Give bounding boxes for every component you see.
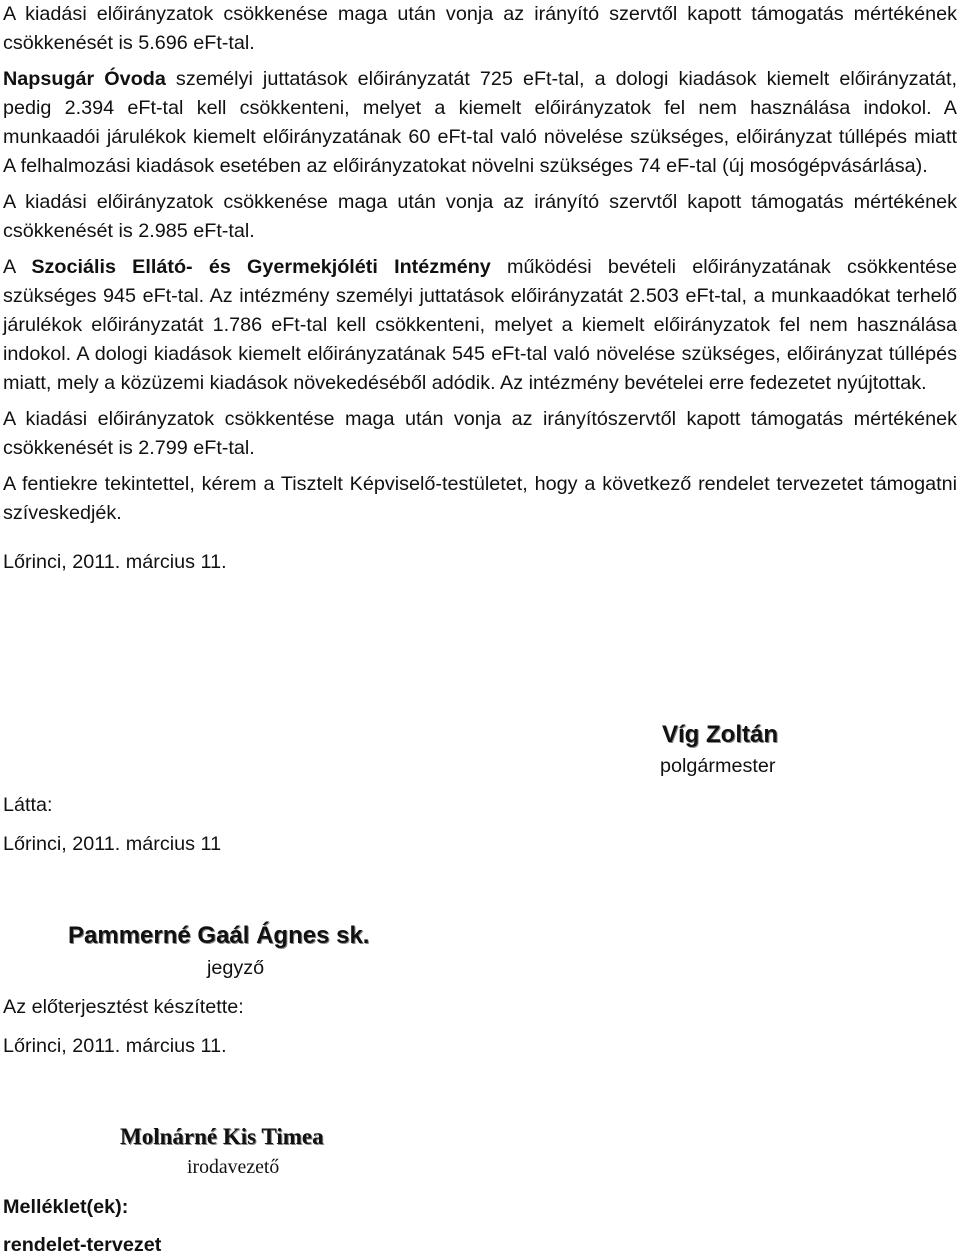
paragraph-text: A fentiekre tekintettel, kérem a Tisztelt Képviselő-testületet, hogy a következő rendelet tervezetet támogatni szíveskedjék. [3, 473, 957, 524]
paragraph-text: A kiadási előirányzatok csökkenése maga után vonja az irányító szervtől kapott támogatás mértékének csökkenését is 2.985 eFt-tal. [3, 191, 957, 242]
institution-name-social: Szociális Ellátó- és Gyermekjóléti Intézmény [31, 256, 491, 278]
attachment-item: rendelet-tervezet [3, 1234, 162, 1256]
paragraph-social-institution [3, 253, 957, 398]
institution-name-napsugar: Napsugár Óvoda [3, 68, 166, 90]
date-text: Lőrinci, 2011. március 11. [3, 551, 227, 573]
notary-name: Pammerné Gaál Ágnes sk. [68, 922, 370, 949]
paragraph-support-reduction-2 [3, 188, 957, 246]
paragraph-text: A [3, 256, 32, 278]
paragraph-text: működési bevételi előirányzatának csökkentése szükséges 945 eFt-tal. Az intézmény személyi juttatások előirányzatát 2.503 eFt-tal, a munkaadókat terhelő járulékok előirányzatát 1.786 eFt-tal kell csökkenteni, melyet a kiemelt előirányzatok fel nem használása indokol. A dologi kiadások kiemelt előirányzatának 545 eFt-tal való növelése szükséges, előirányzat túllépés miatt, mely a közüzemi kiadások növekedéséből adódik. Az intézmény bevételei erre fedezetet nyújtottak. [3, 256, 957, 394]
paragraph-support-reduction-1 [3, 0, 957, 58]
mayor-name: Víg Zoltán [662, 721, 778, 748]
prepared-label: Az előterjesztést készítette: [3, 996, 244, 1018]
seen-label: Látta: [3, 794, 53, 816]
prepared-date: Lőrinci, 2011. március 11. [3, 1035, 227, 1057]
office-head-title: irodavezető [187, 1156, 280, 1178]
notary-title: jegyző [207, 957, 265, 979]
paragraph-text: A kiadási előirányzatok csökkentése maga után vonja az irányítószervtől kapott támogatás mértékének csökkenését is 2.799 eFt-tal. [3, 408, 957, 459]
paragraph-support-reduction-3 [3, 405, 957, 463]
office-head-name: Molnárné Kis Timea [120, 1124, 324, 1149]
document-body [3, 0, 957, 584]
mayor-title: polgármester [660, 755, 776, 777]
attachments-label: Melléklet(ek): [3, 1196, 129, 1218]
paragraph-request [3, 470, 957, 528]
paragraph-text: A kiadási előirányzatok csökkenése maga után vonja az irányító szervtől kapott támogatás mértékének csökkenését is 5.696 eFt-tal. [3, 3, 957, 54]
paragraph-napsugar-ovoda [3, 65, 957, 181]
paragraph-text: személyi juttatások előirányzatát 725 eFt-tal, a dologi kiadások kiemelt előirányzatát, pedig 2.394 eFt-tal kell csökkenteni, melyet a kiemelt előirányzatok fel nem használása indokol. A munkaadói járulékok kiemelt előirányzatának 60 eFt-tal való növelése szükséges, előirányzat túllépés miatt A felhalmozási kiadások esetében az előirányzatokat növelni szükséges 74 eF-tal (új mosógépvásárlása). [3, 68, 957, 177]
seen-date: Lőrinci, 2011. március 11 [3, 833, 222, 855]
document-date [3, 548, 957, 577]
